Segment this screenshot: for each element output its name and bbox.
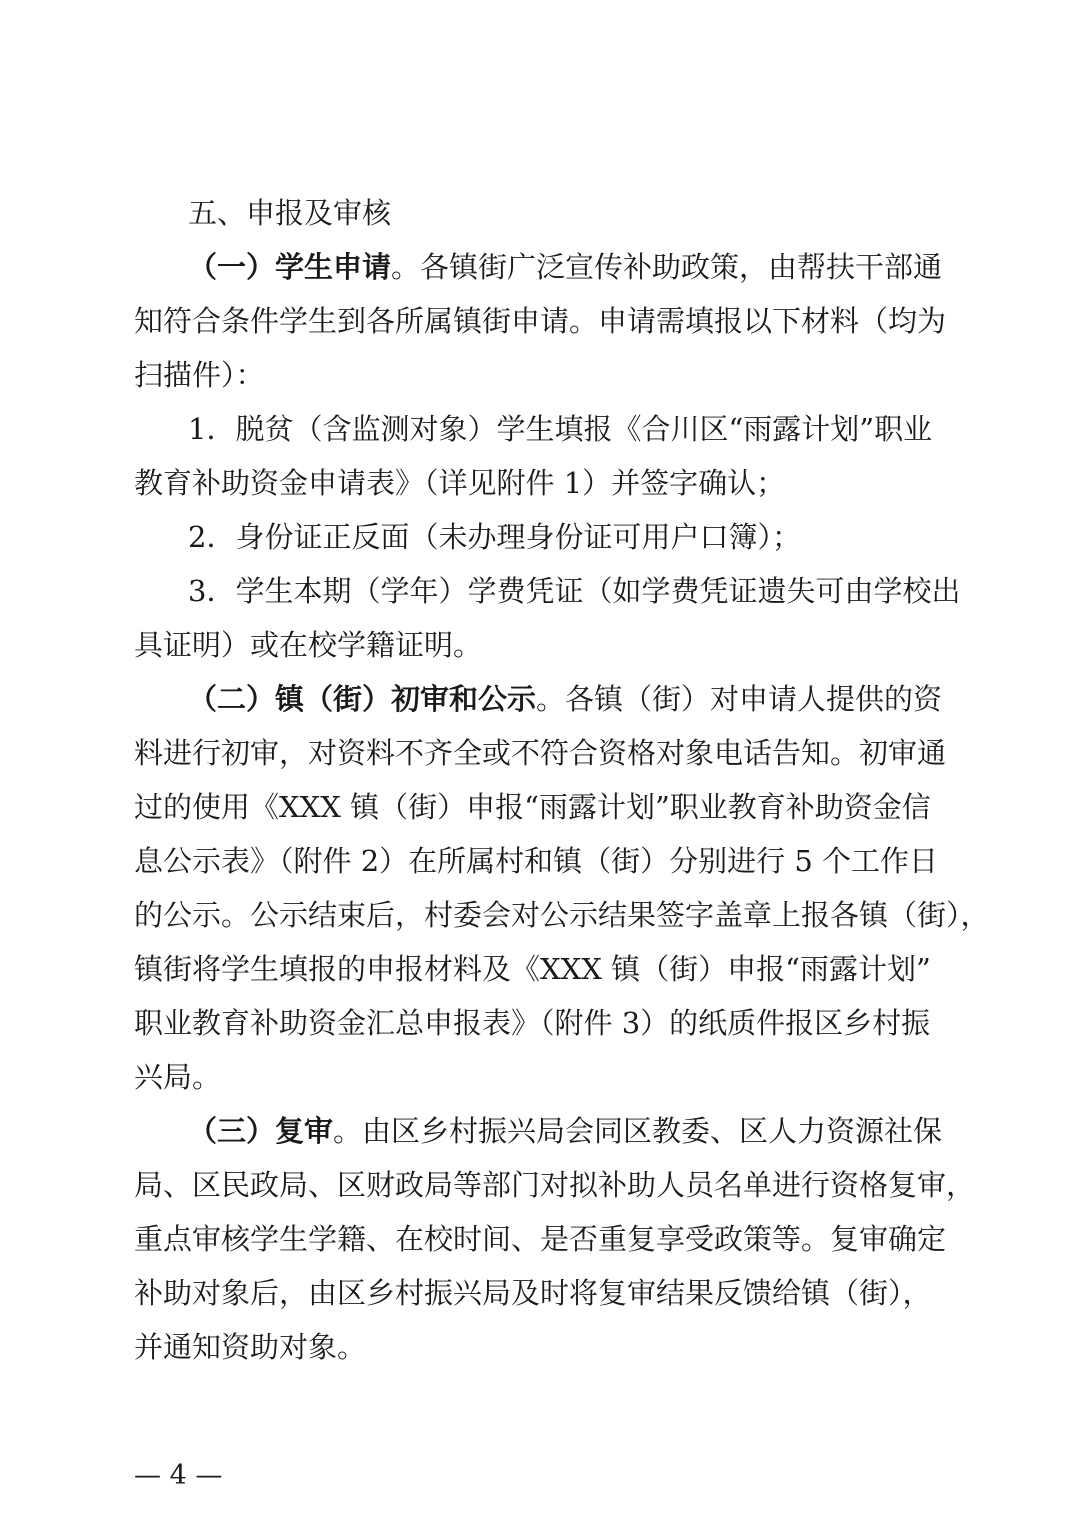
paragraph-line: 知符合条件学生到各所属镇街申请。申请需填报以下材料（均为: [134, 304, 947, 338]
subsection-title: （三）复审: [188, 1114, 334, 1148]
list-item: 1．脱贫（含监测对象）学生填报《合川区“雨露计划”职业: [188, 412, 933, 446]
paragraph-line: 兴局。: [134, 1060, 222, 1094]
section-title: 五、申报及审核: [188, 196, 392, 230]
list-item: 3．学生本期（学年）学费凭证（如学费凭证遗失可由学校出: [188, 574, 961, 608]
paragraph-line: 镇街将学生填报的申报材料及《XXX 镇（街）申报“雨露计划”: [134, 952, 931, 986]
paragraph-line: 息公示表》（附件 2）在所属村和镇（街）分别进行 5 个工作日: [134, 844, 939, 878]
list-item-continuation: 具证明）或在校学籍证明。: [134, 628, 483, 662]
paragraph-line: 局、区民政局、区财政局等部门对拟补助人员名单进行资格复审，: [134, 1168, 976, 1202]
paragraph-line: 的公示。公示结束后，村委会对公示结果签字盖章上报各镇（街），: [134, 898, 990, 932]
paragraph-line: 扫描件）：: [134, 358, 265, 392]
paragraph-line: （一）学生申请。各镇街广泛宣传补助政策，由帮扶干部通: [188, 250, 943, 284]
paragraph-line: 料进行初审，对资料不齐全或不符合资格对象电话告知。初审通: [134, 736, 947, 770]
paragraph-line: 补助对象后，由区乡村振兴局及时将复审结果反馈给镇（街），: [134, 1276, 932, 1310]
list-item: 2．身份证正反面（未办理身份证可用户口簿）；: [188, 520, 801, 554]
subsection-title: （二）镇（街）初审和公示: [188, 682, 537, 716]
list-item-continuation: 教育补助资金申请表》（详见附件 1）并签字确认；: [134, 466, 786, 500]
paragraph-line: （三）复审。由区乡村振兴局会同区教委、区人力资源社保: [188, 1114, 943, 1148]
paragraph-line: （二）镇（街）初审和公示。各镇（街）对申请人提供的资: [188, 682, 943, 716]
paragraph-line: 重点审核学生学籍、在校时间、是否重复享受政策等。复审确定: [134, 1222, 947, 1256]
subsection-title: （一）学生申请: [188, 250, 392, 284]
page-number: — 4 —: [134, 1460, 223, 1491]
paragraph-line: 过的使用《XXX 镇（街）申报“雨露计划”职业教育补助资金信: [134, 790, 931, 824]
paragraph-line: 职业教育补助资金汇总申报表》（附件 3）的纸质件报区乡村振: [134, 1006, 931, 1040]
paragraph-line: 并通知资助对象。: [134, 1330, 367, 1364]
